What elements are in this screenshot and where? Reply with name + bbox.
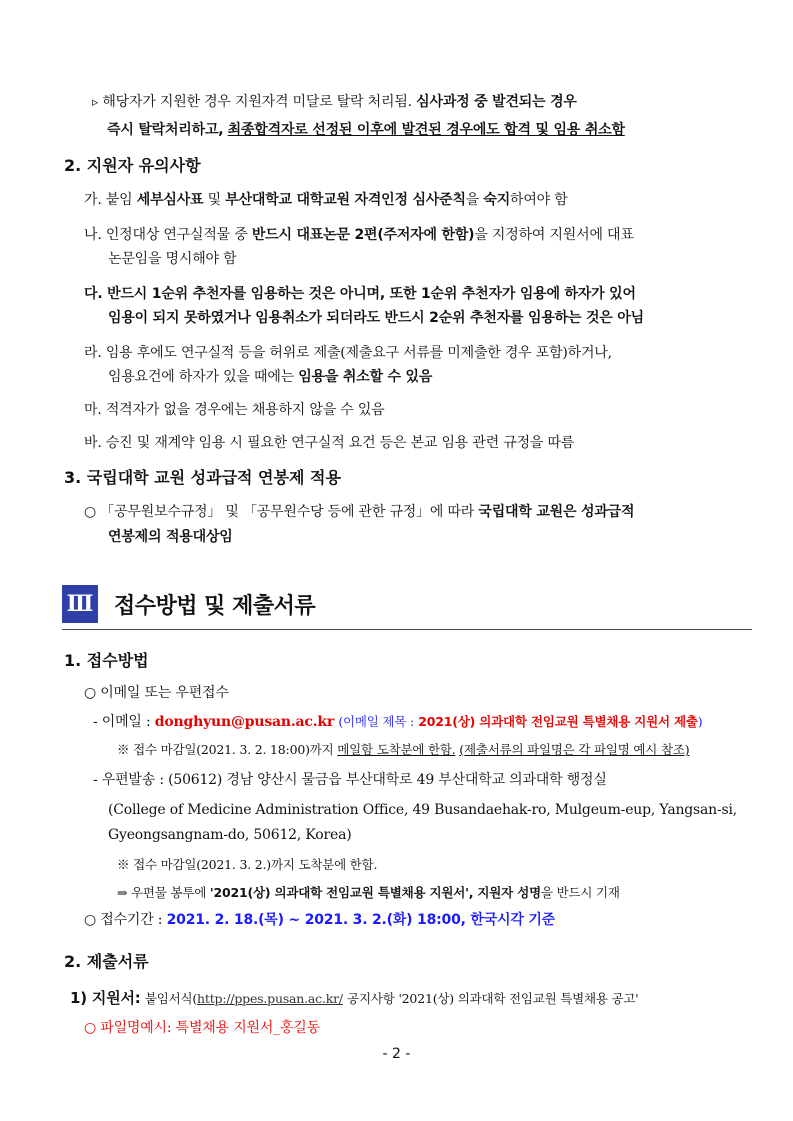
note-na-line-2: 논문임을 명시해야 함 [108, 251, 237, 267]
note-prefix: 바. [84, 435, 102, 451]
main-section-heading [62, 583, 752, 630]
docs-item-label: 1) 지원서: [70, 989, 141, 1007]
docs-item-text: 붙임서식( [144, 991, 198, 1006]
note-ma [84, 400, 385, 420]
note-bold: 반드시 대표논문 2편(주저자에 한함) [251, 227, 475, 243]
note-ra-line-1 [84, 343, 612, 363]
intro-emphasis-2: 즉시 탈락처리하고, [107, 122, 224, 138]
note-bold: 숙지 [483, 192, 511, 208]
note-da-line-2: 임용이 되지 못하였거나 임용취소가 되더라도 반드시 2순위 추천자를 임용하는 것은 아님 [108, 310, 644, 326]
email-subject-label: (이메일 제목 : [338, 714, 414, 729]
roman-numeral-badge: Ⅲ [62, 585, 98, 623]
receipt-period [84, 910, 555, 930]
post-note: ※ 접수 마감일(2021. 3. 2.)까지 도착분에 한함. [117, 857, 378, 872]
envelope-bold: '2021(상) 의과대학 전임교원 특별채용 지원서', 지원자 성명 [209, 885, 541, 900]
note-prefix: 가. [84, 192, 102, 208]
receipt-item-1: ○ 이메일 또는 우편접수 [84, 685, 229, 701]
note-text: 적격자가 없을 경우에는 채용하지 않을 수 있음 [105, 402, 385, 418]
post-english-line-1: (College of Medicine Administration Office, 49 Busandaehak-ro, Mulgeum-eup, Yangsan-si, [108, 802, 738, 818]
note-bold: 세부심사표 [136, 192, 204, 208]
section-heading-receipt-method: 1. 접수방법 [64, 651, 149, 670]
note-text: 인정대상 연구실적물 중 [105, 227, 248, 243]
note-text: 붙임 [105, 192, 133, 208]
docs-item-notice: 공지사항 '2021(상) 의과대학 전임교원 특별채용 공고' [347, 991, 639, 1006]
email-label: - 이메일 : [93, 714, 151, 730]
salary-line-1 [84, 502, 634, 522]
envelope-text: ⇒ 우편물 봉투에 [117, 885, 207, 900]
triangle-marker-icon: ▹ [92, 94, 99, 109]
note-da-line-1 [84, 284, 636, 304]
intro-line-1 [92, 92, 577, 112]
note-bold: 반드시 1순위 추천자를 임용하는 것은 아니며, 또한 1순위 추천자가 임용에 하자가 있어 [107, 286, 636, 302]
note-ra-line-2 [108, 367, 432, 387]
note-text: 을 [465, 192, 480, 208]
email-note-filename: (제출서류의 파일명은 각 파일명 예시 참조) [459, 742, 690, 757]
note-ga [84, 190, 568, 210]
note-prefix: 다. [84, 286, 103, 302]
email-line [93, 712, 702, 732]
email-subject: 2021(상) 의과대학 전임교원 특별채용 지원서 제출 [418, 714, 698, 729]
note-text: 을 지정하여 지원서에 대표 [474, 227, 634, 243]
note-bold: 부산대학교 대학교원 자격인정 심사준칙 [225, 192, 466, 208]
post-english-line-2: Gyeongsangnam-do, 50612, Korea) [108, 827, 352, 843]
note-prefix: 나. [84, 227, 102, 243]
section-heading-applicant-notes: 2. 지원자 유의사항 [64, 156, 201, 175]
note-text: 임용요건에 하자가 있을 때에는 [108, 369, 294, 385]
note-text: 하여야 함 [510, 192, 568, 208]
note-text: 임용 후에도 연구실적 등을 허위로 제출(제출요구 서류를 미제출한 경우 포함)하거나, [105, 345, 612, 361]
intro-underlined: 최종합격자로 선정된 이후에 발견된 경우에도 합격 및 임용 취소함 [227, 122, 625, 138]
note-ba [84, 433, 574, 453]
salary-text: 「공무원보수규정」 및 「공무원수당 등에 관한 규정」에 따라 [100, 504, 475, 520]
intro-line-2 [107, 120, 625, 140]
note-prefix: 마. [84, 402, 102, 418]
period-value: 2021. 2. 18.(목) ~ 2021. 3. 2.(화) 18:00, 한국시각 기준 [166, 912, 556, 928]
page-number: - 2 - [382, 1046, 411, 1062]
email-note-underline: 메일함 도착분에 한함. [337, 742, 456, 757]
ppes-website-link[interactable]: http://ppes.pusan.ac.kr/ [197, 991, 343, 1006]
period-label: ○ 접수기간 : [84, 912, 163, 928]
intro-text: 해당자가 지원한 경우 지원자격 미달로 탈락 처리됨. [102, 94, 412, 110]
note-na-line-1 [84, 225, 634, 245]
salary-line-2: 연봉제의 적용대상임 [108, 529, 233, 545]
filename-example: ○ 파일명예시: 특별채용 지원서_홍길동 [84, 1020, 320, 1036]
section-heading-salary: 3. 국립대학 교원 성과급적 연봉제 적용 [64, 468, 341, 487]
main-section-title: 접수방법 및 제출서류 [114, 594, 316, 619]
salary-bold: 국립대학 교원은 성과급적 [478, 504, 635, 520]
envelope-text-end: 을 반드시 기재 [540, 885, 620, 900]
docs-item-1 [70, 988, 639, 1009]
envelope-note [117, 883, 620, 903]
note-text: 승진 및 재계약 임용 시 필요한 연구실적 요건 등은 본교 임용 관련 규정을 따름 [105, 435, 575, 451]
note-prefix: 라. [84, 345, 102, 361]
email-subject-close: ) [697, 714, 703, 729]
post-line: - 우편발송 : (50612) 경남 양산시 물금읍 부산대학로 49 부산대학교 의과대학 행정실 [93, 772, 607, 788]
email-address-link[interactable]: donghyun@pusan.ac.kr [154, 714, 335, 730]
intro-emphasis: 심사과정 중 발견되는 경우 [416, 94, 577, 110]
note-bold: 임용을 취소할 수 있음 [298, 369, 433, 385]
email-note-text: ※ 접수 마감일(2021. 3. 2. 18:00)까지 [117, 742, 334, 757]
email-note [117, 740, 689, 760]
circle-bullet-icon: ○ [84, 504, 97, 520]
note-text: 및 [207, 192, 221, 208]
section-heading-documents: 2. 제출서류 [64, 952, 149, 971]
